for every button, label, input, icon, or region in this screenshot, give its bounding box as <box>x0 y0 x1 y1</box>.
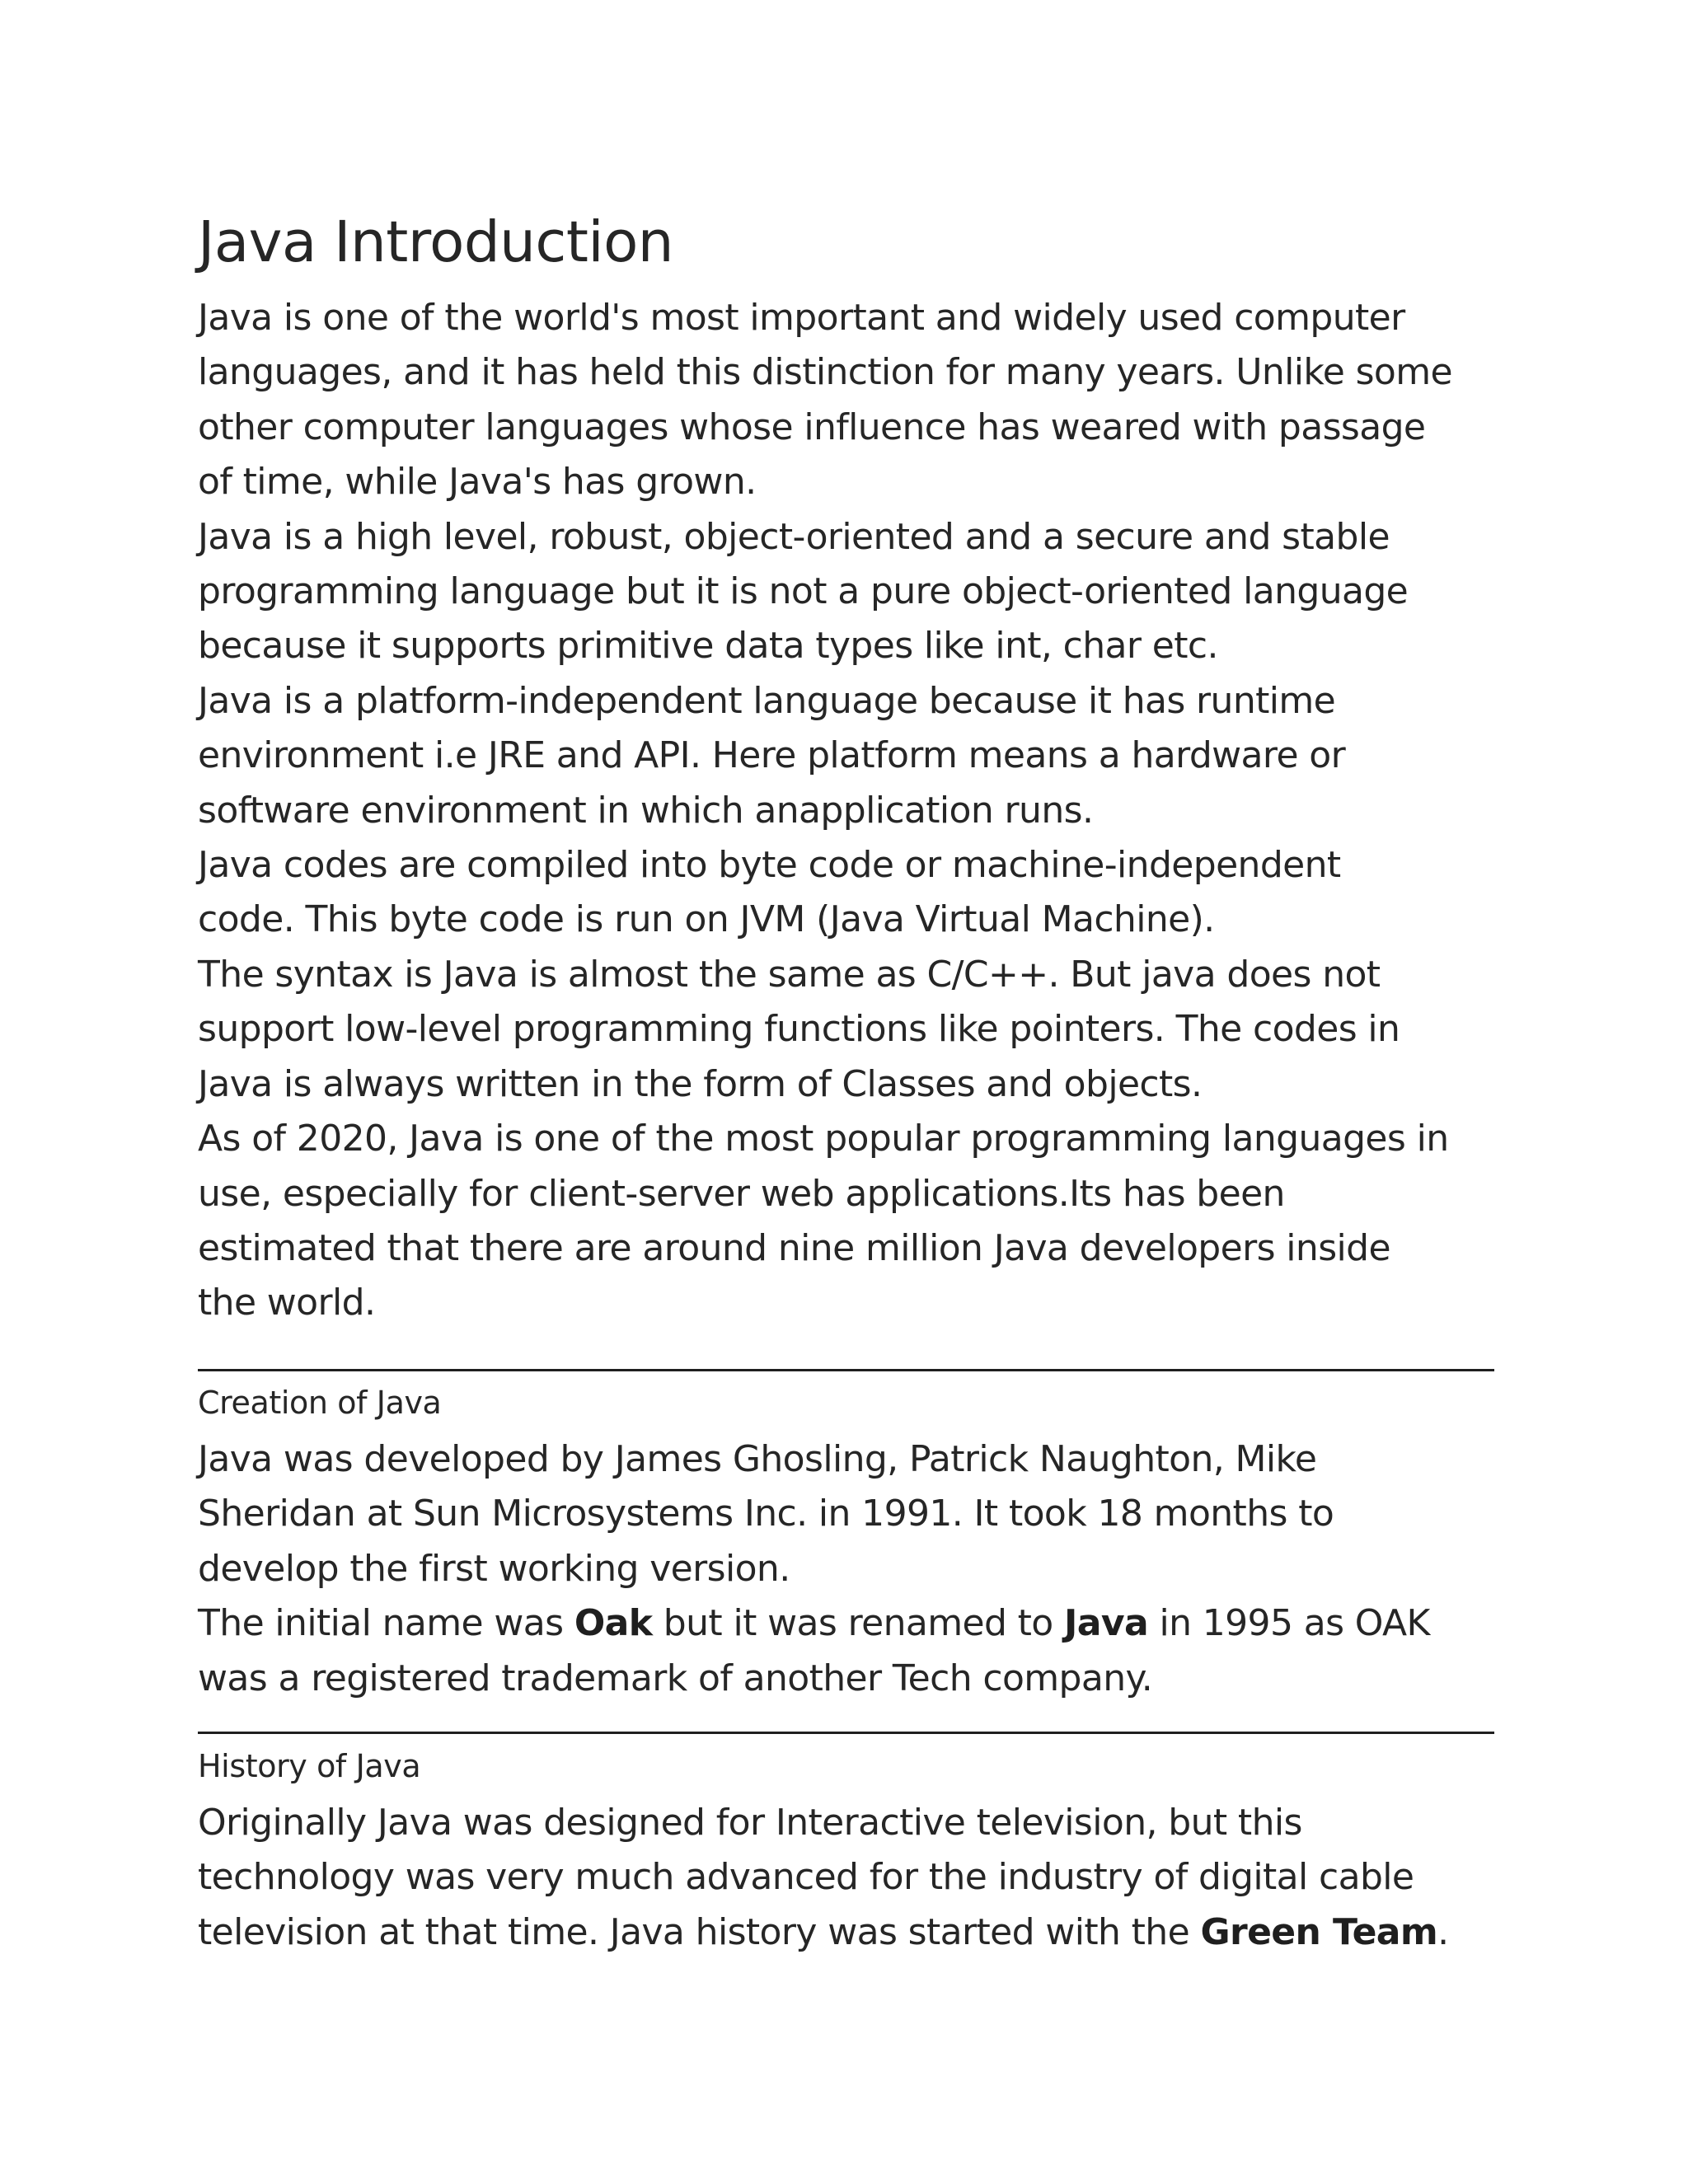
text-line: the world. <box>198 1282 376 1324</box>
inline-text: The initial name was <box>198 1602 574 1645</box>
text-line: Java is a platform-independent language because it has runtime <box>198 679 1336 722</box>
text-line: Originally Java was designed for Interactive television, but this <box>198 1802 1302 1844</box>
text-line: technology was very much advanced for the industry of digital cable <box>198 1856 1414 1899</box>
text-line: estimated that there are around nine million Java developers inside <box>198 1226 1390 1269</box>
text-line: use, especially for client-server web applications.Its has been <box>198 1172 1285 1215</box>
text-line: languages, and it has held this distinction for many years. Unlike some <box>198 351 1452 394</box>
history-paragraphs <box>198 1796 1500 1960</box>
inline-text: . <box>1437 1910 1449 1953</box>
section-divider <box>198 1369 1494 1371</box>
page-title: Java Introduction <box>198 209 674 275</box>
text-line: programming language but it is not a pure object-oriented language <box>198 570 1409 613</box>
text-line: was a registered trademark of another Tech company. <box>198 1657 1153 1699</box>
bold-term-oak: Oak <box>574 1602 653 1645</box>
text-line: Sheridan at Sun Microsystems Inc. in 1991. It took 18 months to <box>198 1493 1334 1535</box>
text-line: Java is always written in the form of Classes and objects. <box>198 1062 1203 1105</box>
section-heading-history: History of Java <box>198 1748 421 1784</box>
text-line: As of 2020, Java is one of the most popular programming languages in <box>198 1118 1449 1160</box>
creation-paragraphs <box>198 1432 1500 1706</box>
section-heading-creation: Creation of Java <box>198 1385 442 1421</box>
text-line-green-team <box>198 1905 1500 1960</box>
inline-text: in 1995 as OAK <box>1148 1602 1430 1645</box>
text-line: of time, while Java's has grown. <box>198 461 757 504</box>
text-line: code. This byte code is run on JVM (Java Virtual Machine). <box>198 898 1215 941</box>
text-line: software environment in which anapplication runs. <box>198 789 1094 832</box>
inline-text: but it was renamed to <box>652 1602 1065 1645</box>
bold-term-green-team: Green Team <box>1200 1910 1438 1953</box>
intro-paragraphs <box>198 291 1500 1331</box>
text-line: because it supports primitive data types like int, char etc. <box>198 625 1218 668</box>
inline-text: television at that time. Java history was started with the <box>198 1910 1201 1953</box>
text-line: Java is one of the world's most important and widely used computer <box>198 297 1405 339</box>
text-line: Java was developed by James Ghosling, Patrick Naughton, Mike <box>198 1438 1317 1480</box>
text-line: other computer languages whose influence has weared with passage <box>198 405 1426 448</box>
text-line: develop the first working version. <box>198 1547 790 1590</box>
section-divider <box>198 1732 1494 1734</box>
text-line-oak <box>198 1596 1500 1651</box>
text-line: Java codes are compiled into byte code or machine-independent <box>198 844 1341 887</box>
text-line: support low-level programming functions like pointers. The codes in <box>198 1008 1400 1051</box>
text-line: Java is a high level, robust, object-oriented and a secure and stable <box>198 515 1390 558</box>
bold-term-java: Java <box>1064 1602 1149 1645</box>
text-line: The syntax is Java is almost the same as C/C++. But java does not <box>198 953 1381 996</box>
text-line: environment i.e JRE and API. Here platform means a hardware or <box>198 734 1346 777</box>
